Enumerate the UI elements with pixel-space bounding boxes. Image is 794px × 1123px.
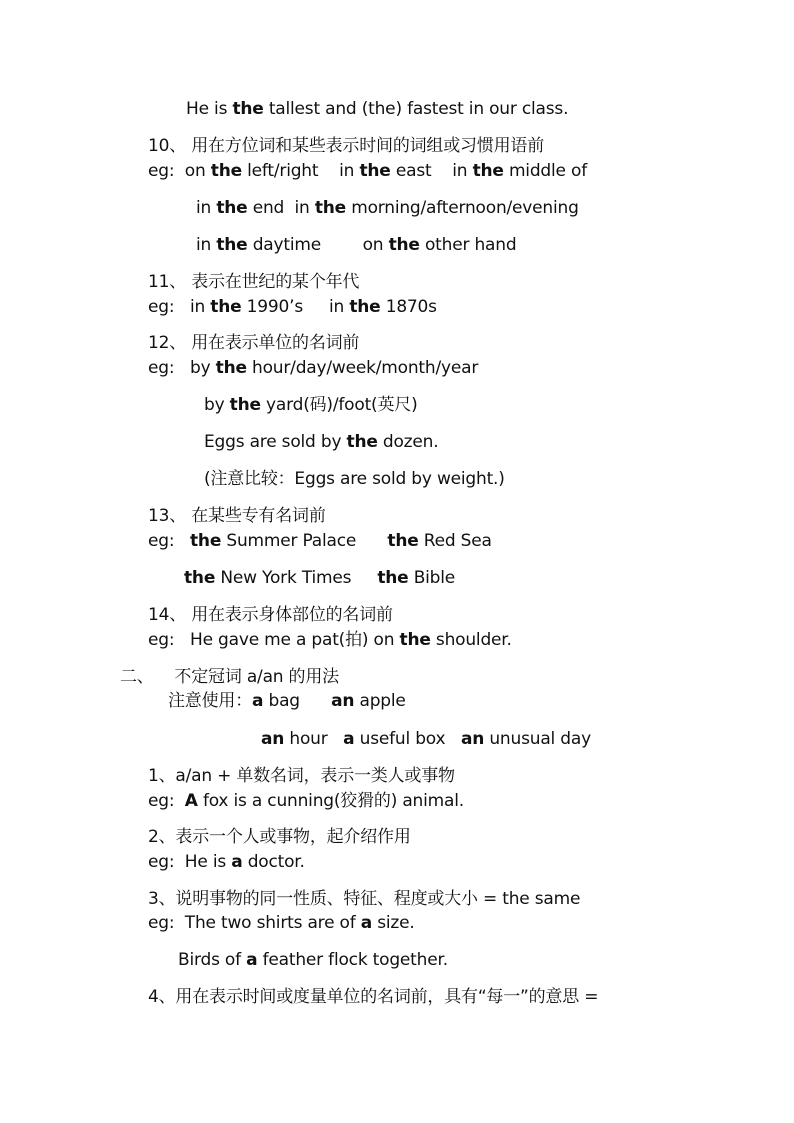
text-segment: middle of: [503, 161, 587, 181]
article-keyword: the: [314, 198, 346, 218]
text-segment: size.: [372, 913, 415, 933]
article-keyword: the: [349, 297, 381, 317]
text-line: [148, 296, 437, 318]
text-segment: east in: [390, 161, 473, 181]
text-segment: Summer Palace: [221, 531, 388, 551]
text-segment: 12、 用在表示单位的名词前: [148, 333, 360, 353]
text-line: [148, 888, 580, 910]
text-segment: 3、说明事物的同一性质、特征、程度或大小 = the same: [148, 889, 581, 909]
text-line: [204, 394, 418, 416]
article-keyword: the: [387, 531, 419, 551]
text-segment: (注意比较：Eggs are sold by weight.): [204, 469, 505, 489]
text-line: [148, 790, 464, 812]
text-segment: eg:: [148, 791, 185, 811]
text-line: [168, 690, 406, 712]
text-segment: hour: [284, 729, 344, 749]
text-segment: Bible: [408, 568, 456, 588]
text-segment: bag: [263, 691, 332, 711]
text-segment: in: [196, 235, 217, 255]
text-line: [148, 629, 512, 651]
text-segment: eg: The two shirts are of: [148, 913, 361, 933]
text-line: [148, 271, 359, 293]
text-segment: hour/day/week/month/year: [246, 358, 479, 378]
article-keyword: the: [210, 161, 242, 181]
article-keyword: the: [359, 161, 391, 181]
text-segment: daytime on: [247, 235, 389, 255]
article-keyword: the: [210, 297, 242, 317]
text-line: [148, 530, 492, 552]
article-keyword: the: [216, 235, 248, 255]
text-segment: eg: He gave me a pat(拍) on: [148, 630, 400, 650]
text-line: [148, 160, 587, 182]
text-segment: fox is a cunning(狡猾的) animal.: [197, 791, 464, 811]
text-segment: 13、 在某些专有名词前: [148, 506, 326, 526]
text-segment: 注意使用：: [168, 691, 252, 711]
article-keyword: a: [252, 691, 264, 711]
text-line: [178, 949, 448, 971]
text-segment: 11、 表示在世纪的某个年代: [148, 272, 360, 292]
article-keyword: the: [215, 358, 247, 378]
text-segment: 4、用在表示时间或度量单位的名词前，具有“每一”的意思 =: [148, 987, 599, 1007]
article-keyword: the: [377, 568, 409, 588]
text-segment: yard(码)/foot(英尺): [260, 395, 418, 415]
text-segment: useful box: [354, 729, 461, 749]
article-keyword: a: [360, 913, 373, 933]
text-line: [196, 197, 579, 219]
text-line: [148, 851, 305, 873]
text-segment: eg:: [148, 531, 190, 551]
text-line: [148, 357, 478, 379]
article-keyword: the: [216, 198, 248, 218]
text-segment: 10、 用在方位词和某些表示时间的词组或习惯用语前: [148, 136, 545, 156]
article-keyword: the: [388, 235, 420, 255]
text-segment: shoulder.: [430, 630, 512, 650]
text-line: [204, 431, 438, 453]
text-segment: doctor.: [242, 852, 305, 872]
text-segment: 1990’s in: [241, 297, 350, 317]
text-line: [196, 234, 516, 256]
text-line: [148, 912, 415, 934]
article-keyword: a: [231, 852, 243, 872]
text-segment: 二、 不定冠词 a/an 的用法: [120, 667, 339, 687]
article-keyword: the: [472, 161, 504, 181]
text-segment: He is: [186, 99, 233, 119]
text-segment: dozen.: [377, 432, 439, 452]
text-line: [148, 986, 598, 1008]
text-segment: 1870s: [380, 297, 437, 317]
article-keyword: an: [261, 729, 285, 749]
text-segment: morning/afternoon/evening: [346, 198, 579, 218]
text-segment: in: [196, 198, 217, 218]
text-line: [261, 728, 591, 750]
text-line: [186, 98, 568, 120]
text-segment: eg: in: [148, 297, 211, 317]
text-line: [148, 135, 544, 157]
article-keyword: a: [343, 729, 355, 749]
article-keyword: the: [232, 99, 264, 119]
text-segment: feather flock together.: [257, 950, 448, 970]
text-segment: New York Times: [215, 568, 378, 588]
text-segment: apple: [354, 691, 406, 711]
text-segment: Red Sea: [418, 531, 492, 551]
text-segment: by: [204, 395, 230, 415]
article-keyword: the: [346, 432, 378, 452]
text-line: [148, 505, 326, 527]
text-line: [120, 666, 339, 688]
text-segment: 2、表示一个人或事物，起介绍作用: [148, 827, 411, 847]
text-segment: eg: by: [148, 358, 216, 378]
text-segment: unusual day: [484, 729, 591, 749]
text-line: [148, 826, 411, 848]
article-keyword: the: [190, 531, 222, 551]
article-keyword: the: [399, 630, 431, 650]
text-line: [148, 332, 359, 354]
article-keyword: the: [184, 568, 216, 588]
text-line: [184, 567, 455, 589]
text-segment: Birds of: [178, 950, 247, 970]
text-segment: other hand: [419, 235, 517, 255]
text-segment: tallest and (the) fastest in our class.: [263, 99, 569, 119]
article-keyword: the: [229, 395, 261, 415]
article-keyword: A: [184, 791, 198, 811]
text-line: [204, 468, 505, 490]
article-keyword: a: [246, 950, 258, 970]
text-segment: left/right in: [241, 161, 360, 181]
text-segment: end in: [247, 198, 315, 218]
text-segment: 1、a/an + 单数名词，表示一类人或事物: [148, 766, 455, 786]
text-line: [148, 604, 393, 626]
article-keyword: an: [331, 691, 355, 711]
text-segment: Eggs are sold by: [204, 432, 347, 452]
text-line: [148, 765, 455, 787]
text-segment: 14、 用在表示身体部位的名词前: [148, 605, 393, 625]
text-segment: eg: He is: [148, 852, 232, 872]
text-segment: eg: on: [148, 161, 211, 181]
article-keyword: an: [460, 729, 485, 749]
